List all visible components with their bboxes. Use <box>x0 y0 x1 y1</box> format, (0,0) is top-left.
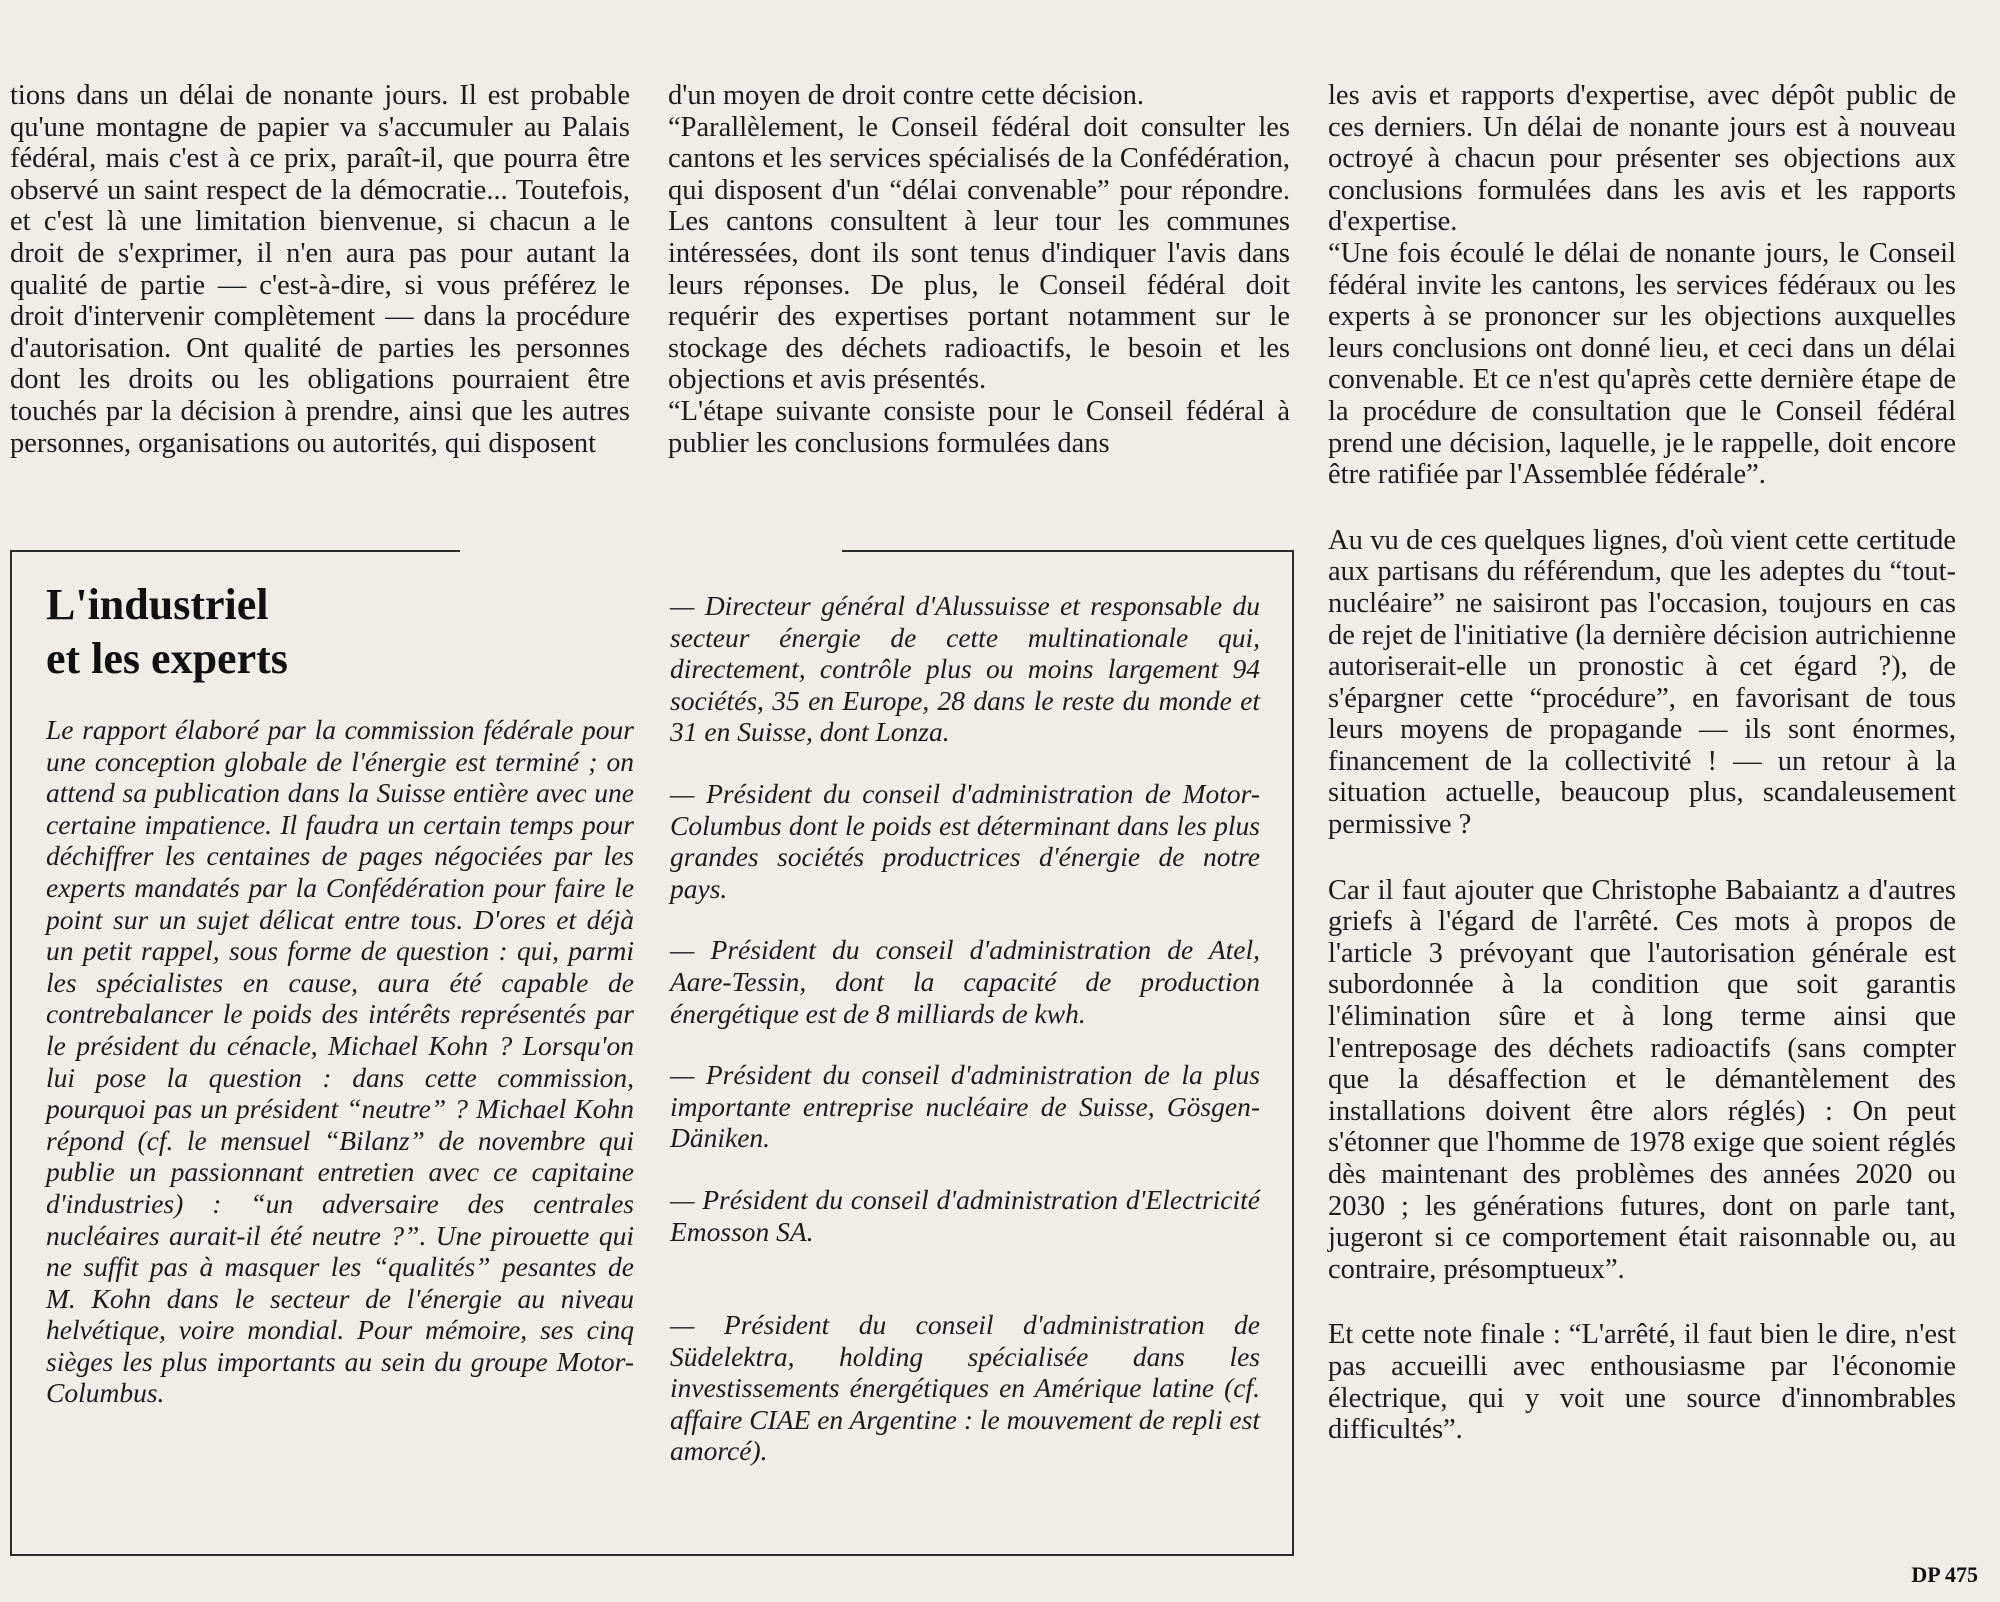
sidebar-list <box>670 590 1260 1467</box>
issue-tag: DP 475 <box>1911 1562 1978 1587</box>
column-2-paragraph-3: “L'étape suivante consiste pour le Conseil fédéral à publier les conclusions formulées dans <box>668 395 1290 459</box>
sidebar-body <box>46 714 634 1409</box>
article-column-3 <box>1328 80 1956 1446</box>
sidebar-list-item: — Président du conseil d'administration d'Electricité Emosson SA. <box>670 1183 1260 1247</box>
article-column-2 <box>668 80 1290 459</box>
article-column-1 <box>10 80 630 459</box>
column-3-paragraph-1: les avis et rapports d'expertise, avec dépôt public de ces derniers. Un délai de nonante jours est à nouveau octroyé à chacun pour présenter ses objections aux conclusions formulées dans les avis et les rapports d'expertise. <box>1328 80 1956 238</box>
box-border-top-left <box>10 550 460 552</box>
sidebar-title-line-1: L'industriel <box>46 580 269 629</box>
column-3-paragraph-2: “Une fois écoulé le délai de nonante jours, le Conseil fédéral invite les cantons, les services fédéraux ou les experts à se prononcer sur les objections auxquelles leurs conclusions ont donné lieu, et ceci dans un délai convenable. Et ce n'est qu'après cette dernière étape de la procédure de consultation que le Conseil fédéral prend une décision, laquelle, je le rappelle, doit encore être ratifiée par l'Assemblée fédérale”. <box>1328 237 1956 491</box>
box-border-left <box>10 550 12 1556</box>
sidebar-list-item: — Président du conseil d'administration de Motor-Columbus dont le poids est déterminant dans les plus grandes sociétés productrices d'énergie de notre pays. <box>670 777 1260 904</box>
sidebar-title <box>46 578 606 686</box>
column-2-paragraph-1: d'un moyen de droit contre cette décision. <box>668 80 1145 111</box>
column-2-paragraph-2: “Parallèlement, le Conseil fédéral doit consulter les cantons et les services spécialisés de la Confédération, qui disposent d'un “délai convenable” pour répondre. Les cantons consultent à leur tour les communes intéressées, dont ils sont tenus d'indiquer l'avis dans leurs réponses. De plus, le Conseil fédéral doit requérir des expertises portant notamment sur le stockage des déchets radioactifs, le besoin et les objections et avis présentés. <box>668 111 1290 396</box>
box-border-top-right <box>842 550 1294 552</box>
sidebar-body-text: Le rapport élaboré par la commission fédérale pour une conception globale de l'énergie est terminé ; on attend sa publication dans la Suisse entière avec une certaine impatience. Il faudra un certain temps pour déchiffrer les centaines de pages négociées par les experts mandatés par la Confédération pour faire le point sur un sujet délicat entre tous. D'ores et déjà un petit rappel, sous forme de question : qui, parmi les spécialistes en cause, aura été capable de contrebalancer le poids des intérêts représentés par le président du cénacle, Michael Kohn ? Lorsqu'on lui pose la question : dans cette commission, pourquoi pas un président “neutre” ? Michael Kohn répond (cf. le mensuel “Bilanz” de novembre qui publie un passionnant entretien avec ce capitaine d'industries) : “un adversaire des centrales nucléaires aurait-il été neutre ?”. Une pirouette qui ne suffit pas à masquer les “qualités” pesantes de M. Kohn dans le secteur de l'énergie au niveau helvétique, voire mondial. Pour mémoire, ses cinq sièges les plus importants au sein du groupe Motor-Columbus. <box>46 714 634 1409</box>
sidebar-list-item: — Président du conseil d'administration de Südelektra, holding spécialisée dans les investissements énergétiques en Amérique latine (cf. affaire CIAE en Argentine : le mouvement de repli est amorcé). <box>670 1309 1260 1467</box>
sidebar-list-item: — Président du conseil d'administration de la plus importante entreprise nucléaire de Suisse, Gösgen-Däniken. <box>670 1059 1260 1154</box>
column-3-paragraph-3: Au vu de ces quelques lignes, d'où vient cette certitude aux partisans du référendum, que les adeptes du “tout-nucléaire” ne saisiront pas l'occasion, toujours en cas de rejet de l'initiative (la dernière décision autrichienne autoriserait-elle un pronostic à cet égard ?), de s'épargner cette “procédure”, en favorisant de tous leurs moyens de propagande — ils sont énormes, financement de la collectivité ! — un retour à la situation actuelle, beaucoup plus, scandaleusement permissive ? <box>1328 524 1956 841</box>
column-3-paragraph-5: Et cette note finale : “L'arrêté, il faut bien le dire, n'est pas accueilli avec enthousiasme par l'économie électrique, qui y voit une source d'innombrables difficultés”. <box>1328 1319 1956 1446</box>
box-border-right <box>1292 550 1294 1556</box>
sidebar-list-item: — Président du conseil d'administration de Atel, Aare-Tessin, dont la capacité de production énergétique est de 8 milliards de kwh. <box>670 934 1260 1029</box>
column-3-paragraph-4: Car il faut ajouter que Christophe Babaiantz a d'autres griefs à l'égard de l'arrêté. Ces mots à propos de l'article 3 prévoyant que l'autorisation générale est subordonnée à la condition que soit garantis l'élimination sûre et à long terme ainsi que l'entreposage des déchets radioactifs (sans compter que la désaffection et le démantèlement des installations doivent être alors réglés) : On peut s'étonner que l'homme de 1978 exige que soient réglés dès maintenant des problèmes des années 2020 ou 2030 ; les générations futures, dont on parle tant, jugeront si ce comportement était raisonnable ou, au contraire, présomptueux”. <box>1328 874 1956 1285</box>
box-border-bottom <box>10 1554 1294 1556</box>
column-1-paragraph: tions dans un délai de nonante jours. Il est probable qu'une montagne de papier va s'accumuler au Palais fédéral, mais c'est à ce prix, paraît-il, que pourra être observé un saint respect de la démocratie... Toutefois, et c'est là une limitation bienvenue, si chacun a le droit de s'exprimer, il n'en aura pas pour autant la qualité de partie — c'est-à-dire, si vous préférez le droit d'intervenir complètement — dans la procédure d'autorisation. Ont qualité de parties les personnes dont les droits ou les obligations pourraient être touchés par la décision à prendre, ainsi que les autres personnes, organisations ou autorités, qui disposent <box>10 80 630 459</box>
sidebar-title-line-2: et les experts <box>46 634 288 683</box>
sidebar-list-item: — Directeur général d'Alussuisse et responsable du secteur énergie de cette multinationale qui, directement, contrôle plus ou moins largement 94 sociétés, 35 en Europe, 28 dans le reste du monde et 31 en Suisse, dont Lonza. <box>670 590 1260 748</box>
